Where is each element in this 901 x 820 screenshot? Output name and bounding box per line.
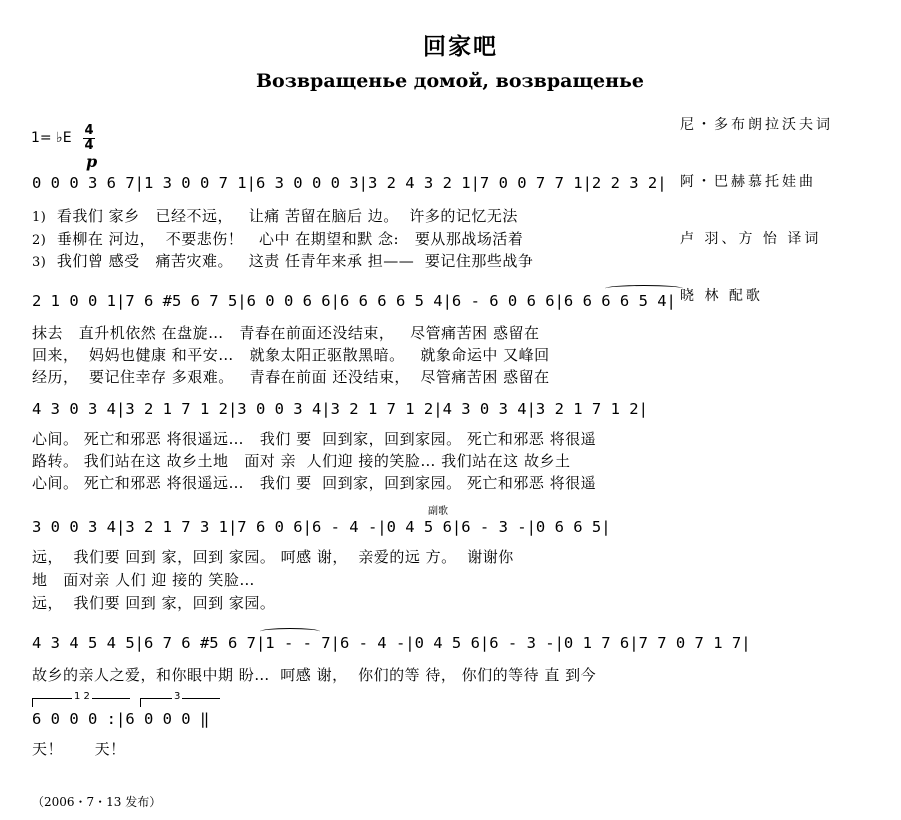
system-2-notes: 2 1 0 0 1|7 6 #5 6 7 5|6 0 0 6 6|6 6 6 6 5 4|6 - 6 0 6 6|6 6 6 6 5 4|	[32, 292, 676, 310]
system-4-lyric-3: 远， 我们要 回到 家，回到 家园。	[32, 594, 276, 612]
system-1-notes: 0 0 0 3 6 7|1 3 0 0 7 1|6 3 0 0 0 3|3 2 4 3 2 1|7 0 0 7 7 1|2 2 3 2|	[32, 174, 667, 192]
credit-translator: 卢 羽、方 怡 译词	[680, 231, 822, 247]
system-5-notes: 4 3 4 5 4 5|6 7 6 #5 6 7|1 - - 7|6 - 4 -|0 4 5 6|6 - 3 -|0 1 7 6|7 7 0 7 1 7|	[32, 634, 751, 652]
system-1-lyric-1: 1) 看我们 家乡 已经不远， 让痛 苦留在脑后 边。 许多的记忆无法	[32, 207, 518, 225]
system-5-lyric-1: 故乡的亲人之爱，和你眼中期 盼… 呵感 谢， 你们的等 待， 你们的等待 直 到今	[32, 666, 597, 684]
system-2-lyric-2: 回来， 妈妈也健康 和平安… 就象太阳正驱散黑暗。 就象命运中 又峰回	[32, 346, 550, 364]
time-bottom: 4	[84, 138, 94, 153]
credit-lyricist: 尼・多布朗拉沃夫词	[680, 117, 833, 133]
tie-mark	[605, 285, 683, 292]
system-3-notes: 4 3 0 3 4|3 2 1 7 1 2|3 0 0 3 4|3 2 1 7 1 2|4 3 0 3 4|3 2 1 7 1 2|	[32, 400, 648, 418]
system-6-notes: 6 0 0 0 :|6 0 0 0 ‖	[32, 710, 210, 728]
system-6-lyric-1: 天！ 天！	[32, 740, 126, 758]
credit-arranger: 晓 林 配歌	[680, 288, 763, 304]
volta-first-ending: 1 2	[32, 698, 130, 699]
system-4-lyric-2: 地 面对亲 人们 迎 接的 笑脸…	[32, 571, 255, 589]
time-signature	[82, 124, 96, 153]
system-2-lyric-3: 经历， 要记住幸存 多艰难。 青春在前面 还没结束， 尽管痛苦困 惑留在	[32, 368, 550, 386]
publish-date: （2006・7・13 发布）	[32, 795, 162, 809]
system-2-lyric-1: 抹去 直升机依然 在盘旋… 青春在前面还没结束， 尽管痛苦困 惑留在	[32, 324, 540, 342]
system-4-lyric-1: 远， 我们要 回到 家，回到 家园。 呵感 谢， 亲爱的远 方。 谢谢你	[32, 548, 514, 566]
system-3-lyric-2: 路转。 我们站在这 故乡土地 面对 亲 人们迎 接的笑脸… 我们站在这 故乡土	[32, 452, 571, 470]
credit-composer: 阿・巴赫慕托娃曲	[680, 174, 816, 190]
chorus-label: 副歌	[428, 506, 448, 517]
song-title: 回家吧	[423, 34, 498, 60]
system-1-lyric-2: 2) 垂柳在 河边， 不要悲伤！ 心中 在期望和默 念: 要从那战场活着	[32, 230, 524, 248]
dynamic-marking: p	[86, 152, 98, 171]
time-top: 4	[84, 123, 94, 138]
song-subtitle: Возвращенье домой, возвращенье	[256, 70, 644, 92]
system-4-notes: 3 0 0 3 4|3 2 1 7 3 1|7 6 0 6|6 - 4 -|0 4 5 6|6 - 3 -|0 6 6 5|	[32, 518, 611, 536]
key-signature: 1= ♭E	[31, 130, 72, 146]
tie-mark	[260, 628, 320, 635]
system-1-lyric-3: 3) 我们曾 感受 痛苦灾难。 这责 任青年来承 担—— 要记住那些战争	[32, 252, 534, 270]
system-3-lyric-3: 心间。 死亡和邪恶 将很遥远… 我们 要 回到家，回到家园。 死亡和邪恶 将很遥	[32, 474, 597, 492]
volta-second-ending: 3	[140, 698, 220, 699]
system-3-lyric-1: 心间。 死亡和邪恶 将很遥远… 我们 要 回到家，回到家园。 死亡和邪恶 将很遥	[32, 430, 597, 448]
credits	[680, 78, 833, 325]
